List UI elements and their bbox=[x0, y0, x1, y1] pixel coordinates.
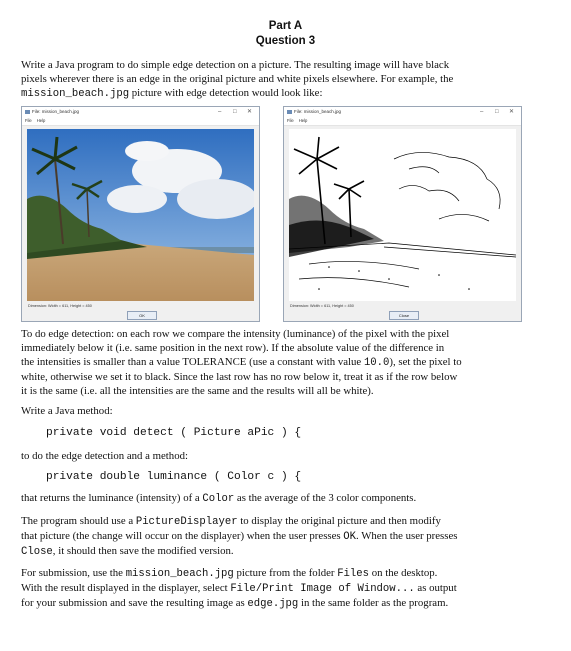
edge-detection-description: To do edge detection: on each row we compare the intensity (luminance) of the pixel with the pixel immediately below it (i.e. same position in the next row). If the absolute value of the difference in the intensities is smaller than a value TOLERANCE (use a constant with value 10.0), set the pixel to white, otherwise we set it to black. Since the last row has no row below it, treat it as if the row below it is the same (i.e. all the intensities are the same and the results will all be white). bbox=[21, 328, 462, 397]
menu-bar bbox=[22, 117, 259, 126]
luminance-description: that returns the luminance (intensity) of a Color as the average of the 3 color components. bbox=[21, 492, 417, 505]
submission-paragraph: For submission, use the mission_beach.jpg picture from the folder Files on the desktop. With the result displayed in the displayer, select File/Print Image of Window... as output for your submission and save the resulting image as edge.jpg in the same folder as the program. bbox=[21, 567, 457, 610]
menu-help[interactable]: Help bbox=[36, 118, 46, 123]
app-icon bbox=[25, 110, 30, 114]
method1-signature: private void detect ( Picture aPic ) { bbox=[46, 427, 302, 439]
original-picture-window: File: mission_beach.jpg – □ ✕ File Help Dimension: Width = 611, Height = 450 OK bbox=[21, 106, 260, 322]
menu-bar bbox=[284, 117, 521, 126]
maximize-icon[interactable]: □ bbox=[495, 109, 499, 115]
status-dimension: Dimension: Width = 611, Height = 450 bbox=[28, 304, 92, 308]
displayer-paragraph: The program should use a PictureDisplayer to display the original picture and then modify that picture (the change will occur on the displayer) when the user presses OK. When the user presses Close, it should then save the modified version. bbox=[21, 515, 458, 558]
maximize-icon[interactable]: □ bbox=[233, 109, 237, 115]
intro-paragraph: Write a Java program to do simple edge detection on a picture. The resulting image will have black pixels wherever there is an edge in the original picture and white pixels elsewhere. For example, the mission_beach.jpg picture with edge detection would look like: bbox=[21, 59, 454, 100]
question-heading: Question 3 bbox=[255, 35, 316, 47]
close-button[interactable]: Close bbox=[389, 311, 419, 320]
menu-file[interactable]: File bbox=[25, 118, 32, 123]
beach-photo bbox=[27, 129, 254, 301]
method2-signature: private double luminance ( Color c ) { bbox=[46, 471, 302, 483]
method2-intro: to do the edge detection and a method: bbox=[21, 450, 188, 462]
close-icon[interactable]: ✕ bbox=[509, 109, 515, 115]
close-icon[interactable]: ✕ bbox=[247, 109, 253, 115]
minimize-icon[interactable]: – bbox=[218, 109, 222, 115]
app-icon bbox=[287, 110, 292, 114]
menu-file[interactable]: File bbox=[287, 118, 294, 123]
edge-picture-window: File: mission_beach.jpg – □ ✕ File Help Dimension: Width = 611, Height = 450 Close bbox=[283, 106, 522, 322]
minimize-icon[interactable]: – bbox=[480, 109, 484, 115]
method1-intro: Write a Java method: bbox=[21, 405, 113, 417]
status-dimension: Dimension: Width = 611, Height = 450 bbox=[290, 304, 354, 308]
ok-button[interactable]: OK bbox=[127, 311, 157, 320]
part-heading: Part A bbox=[268, 20, 303, 32]
menu-help[interactable]: Help bbox=[298, 118, 308, 123]
edge-detected-photo bbox=[289, 129, 516, 301]
